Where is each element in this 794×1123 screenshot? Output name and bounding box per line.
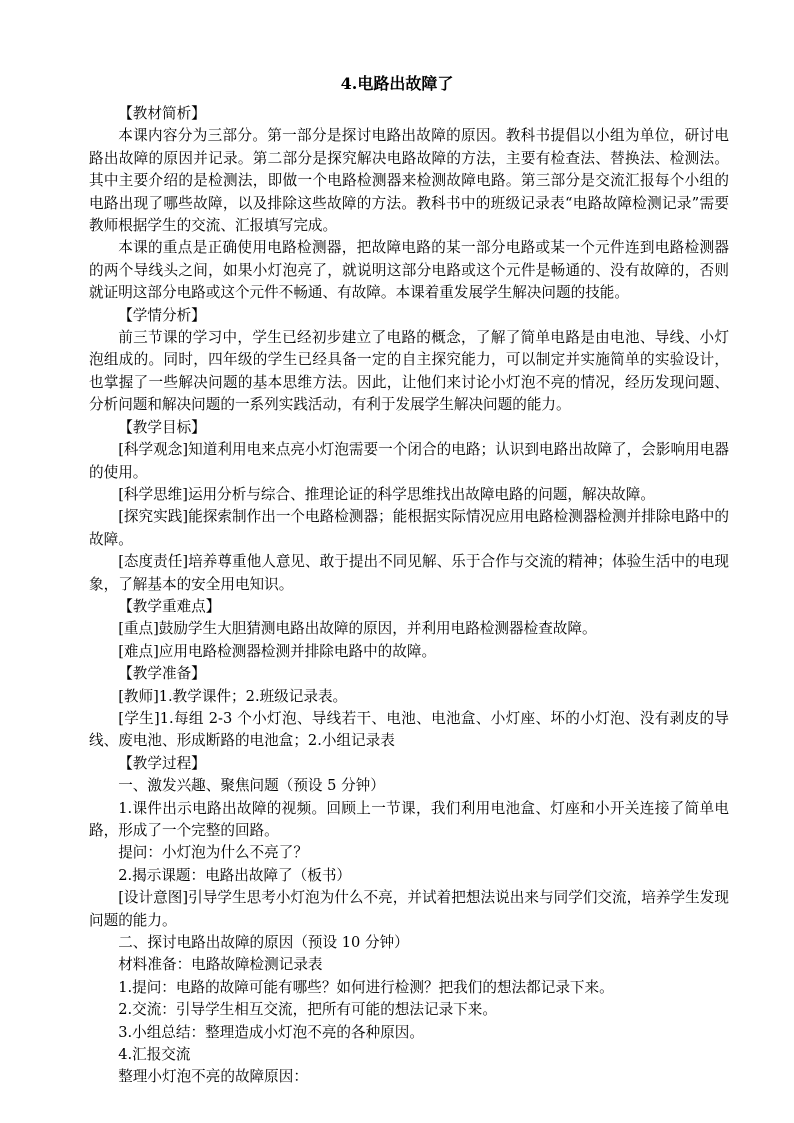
paragraph: 前三节课的学习中，学生已经初步建立了电路的概念，了解了简单电路是由电池、导线、小灯泡组成的。同时，四年级的学生已经具备一定的自主探究能力，可以制定并实施简单的实验设计，也掌握了一些解决问题的基本思维方法。因此，让他们来讨论小灯泡不亮的情况，经历发现问题、分析问题和解决问题的一系列实践活动，有利于发展学生解决问题的能力。 [89,329,729,414]
paragraph: 本课内容分为三部分。第一部分是探讨电路出故障的原因。教科书提倡以小组为单位，研讨电路出故障的原因并记录。第二部分是探究解决电路故障的方法，主要有检查法、替换法、检测法。其中主要介绍的是检测法，即做一个电路检测器来检测故障电路。第三部分是交流汇报每个小组的电路出现了哪些故障，以及排除这些故障的方法。教科书中的班级记录表“电路故障检测记录”需要教师根据学生的交流、汇报填写完成。 [89,127,729,235]
section-heading-students: 【学情分析】 [118,306,206,324]
keypoint-item: [难点]应用电路检测器检测并排除电路中的故障。 [118,642,437,660]
step-title: 一、激发兴趣、聚焦问题（预设 5 分钟） [118,777,385,795]
paragraph: 材料准备：电路故障检测记录表 [118,956,323,974]
paragraph: 提问：小灯泡为什么不亮了？ [118,844,308,862]
keypoint-item: [重点]鼓励学生大胆猜测电路出故障的原因，并利用电路检测器检查故障。 [118,620,597,638]
document-body [89,103,729,1089]
prep-student: [学生]1.每组 2-3 个小灯泡、导线若干、电池、电池盒、小灯座、坏的小灯泡、没有剥皮的导线、废电池、形成断路的电池盒；2.小组记录表 [89,709,729,750]
goal-item: [科学思维]运用分析与综合、推理论证的科学思维找出故障电路的问题，解决故障。 [118,485,655,503]
paragraph: [设计意图]引导学生思考小灯泡为什么不亮，并试着把想法说出来与同学们交流，培养学生发现问题的能力。 [89,889,729,929]
goal-item: [态度责任]培养尊重他人意见、敢于提出不同见解、乐于合作与交流的精神；体验生活中的电现象，了解基本的安全用电知识。 [89,553,729,593]
section-heading-keypoints: 【教学重难点】 [118,597,221,615]
paragraph: 本课的重点是正确使用电路检测器，把故障电路的某一部分电路或某一个元件连到电路检测器的两个导线头之间，如果小灯泡亮了，就说明这部分电路或这个元件是畅通的、没有故障的，否则就证明这部分电路或这个元件不畅通、有故障。本课着重发展学生解决问题的技能。 [89,239,729,302]
page-title: 4.电路出故障了 [340,74,454,93]
paragraph: 2.揭示课题：电路出故障了（板书） [118,866,352,884]
section-heading-goals: 【教学目标】 [118,418,206,436]
paragraph: 3.小组总结：整理造成小灯泡不亮的各种原因。 [118,1023,424,1041]
step-title: 二、探讨电路出故障的原因（预设 10 分钟） [118,934,409,952]
paragraph: 1.课件出示电路出故障的视频。回顾上一节课，我们利用电池盒、灯座和小开关连接了简单电路，形成了一个完整的回路。 [89,799,729,839]
prep-teacher: [教师]1.教学课件；2.班级记录表。 [118,687,348,705]
paragraph: 1.提问：电路的故障可能有哪些？如何进行检测？把我们的想法都记录下来。 [118,978,614,996]
goal-item: [探究实践]能探索制作出一个电路检测器；能根据实际情况应用电路检测器检测并排除电路中的故障。 [89,508,729,548]
section-heading-prep: 【教学准备】 [118,665,206,683]
paragraph: 整理小灯泡不亮的故障原因： [118,1068,308,1086]
section-heading-process: 【教学过程】 [118,754,206,772]
paragraph: 2.交流：引导学生相互交流，把所有可能的想法记录下来。 [118,1001,497,1019]
section-heading-analysis: 【教材简析】 [118,105,206,122]
goal-item: [科学观念]知道利用电来点亮小灯泡需要一个闭合的电路；认识到电路出故障了，会影响用电器的使用。 [89,441,729,481]
paragraph: 4.汇报交流 [118,1046,191,1064]
